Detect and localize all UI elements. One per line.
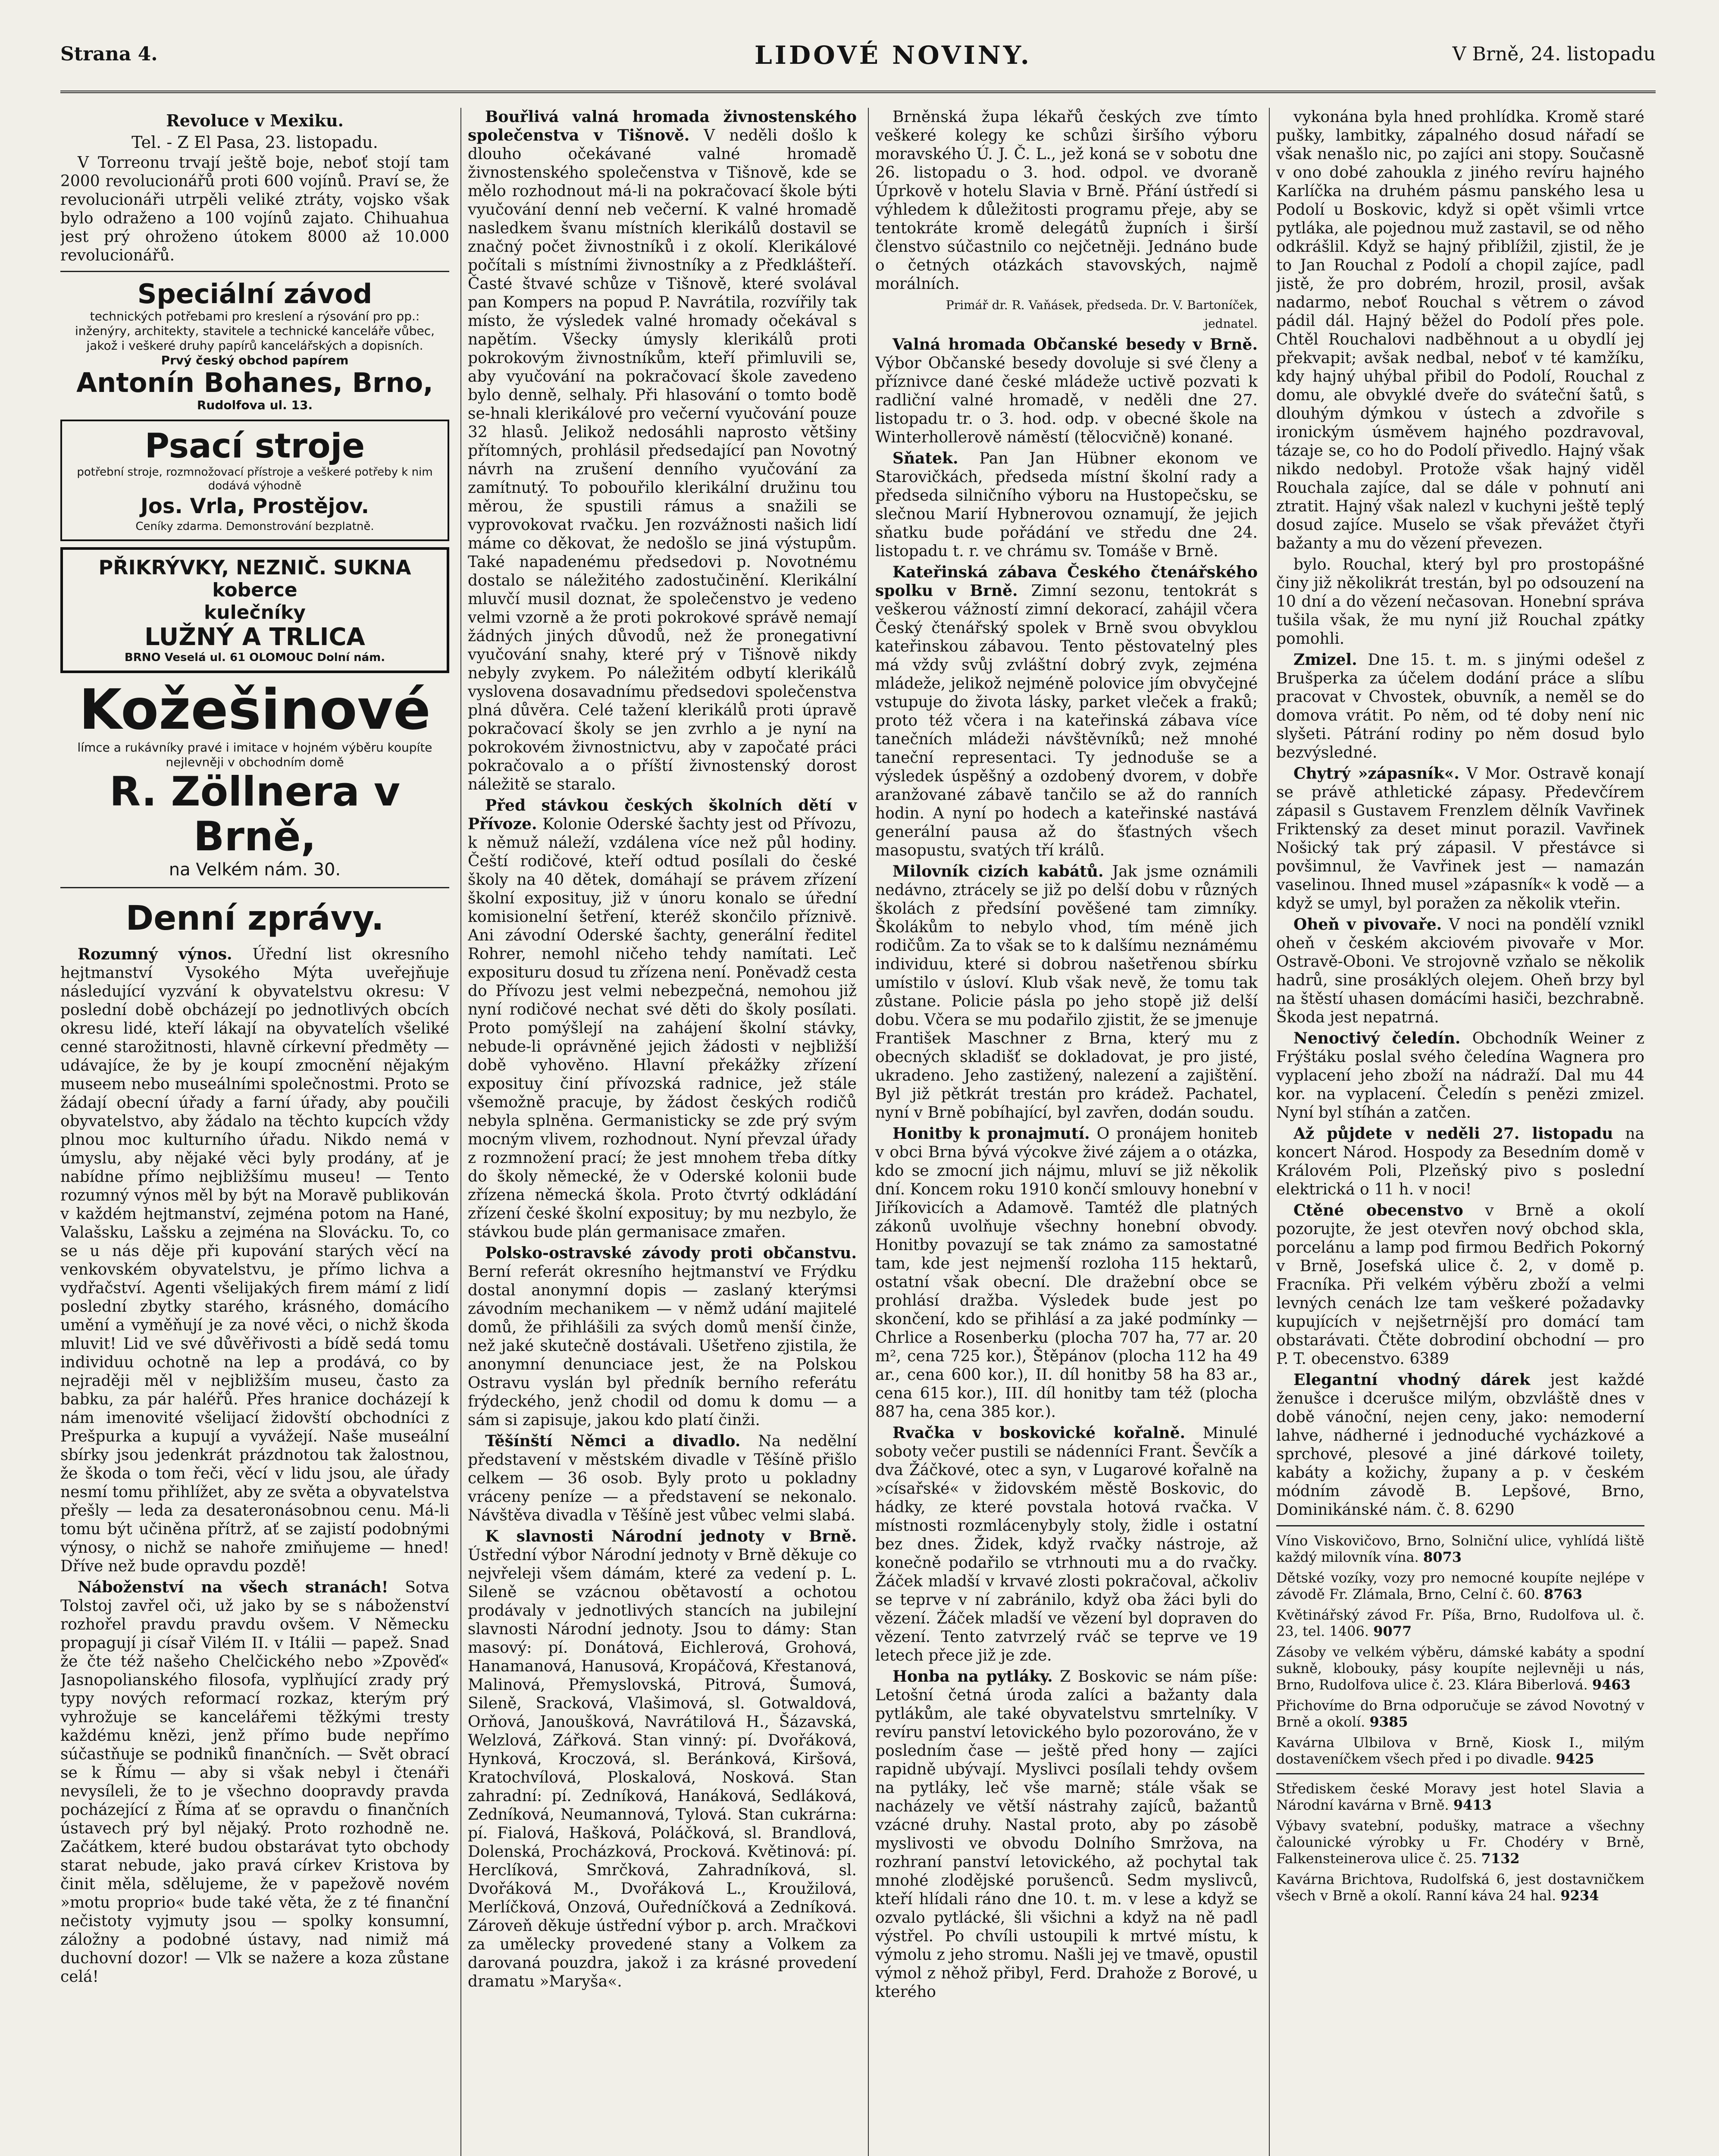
article-lead: Elegantní vhodný dárek xyxy=(1293,1371,1531,1389)
divider xyxy=(1276,1525,1644,1526)
ad-line: kulečníky xyxy=(204,602,306,624)
ad-code: 9077 xyxy=(1373,1623,1412,1639)
ad-title: Kožešinové xyxy=(79,678,431,742)
article-title: Revoluce v Mexiku. xyxy=(166,111,344,130)
article-body: V neděli došlo k dlouho očekávané valné hromadě živnostenského společenstva v Tišnově, kde se mělo rozhodnout má-li na pokračovací škole býti vyučování denní neb večerní. K valné hromadě nasledkem švanu místních klerikálů dostavil se značný počet živnostníků i z okolí. Klerikálové počítali s místními živnostníky a z Předklášteří. Časté štvavé schůze v Tišnově, které svolával pan Kompers na popud P. Navrátila, rozvířily tak místo, že výsledek valné hromady očekával s napětím. Všecky úmysly klerikálů proti pokrokovým živnostníkům, kteří přimluvili se, aby vyučování na pokračovací škole zavedeno bylo denně, selhaly. Při hlasování o tomto bodě se-hnali klerikálové pro večerní vyučování pouze 32 hlasů. Jelikož nedosáhli naprosto většiny přítomných, prohlásil předsedající pan Novotný návrh na zrušení denního vyučování za zamítnutý. To pobouřilo klerikální družinu tou měrou, že spustili rámus a snažili se vyprovokovat rvačku. Jen rozvážnosti našich lidí máme co děkovat, že nedošlo se jiná výstupům. Také napadenému předsedovi p. Novotnému dostalo se náležitého zadostučinění. Klerikální mluvčí musil doznat, že společenstvo je vedeno velmi vzorně a že proti pokrokové správě nemají žádných jiných důvodů, než že pronegativní vyučování snahy, které prý v Tišnově nikdy nebyly zvykem. Po náležitém odbytí klerikálů vyslovena dosavadnímu předsedovi společenstva plná důvěra. Celé tažení klerikálů proti úpravě pokračovací školy se jen zvrhlo a je nyní na pokrokovém živnostnictvu, aby v započaté práci pokračovalo a o příští živnostenský dorost náležitě se staralo. xyxy=(468,127,857,793)
article-lead: Zmizel. xyxy=(1293,651,1357,669)
article-body: Pan Jan Hübner ekonom ve Starovičkách, předseda místní školní rady a předseda silničního výboru na Hustopečsku, se slečnou Marií Hybnerovou oznamují, že jejich sňatku bude pořádání ve středu dne 24. listopadu t. r. ve chrámu sv. Tomáše v Brně. xyxy=(875,450,1258,560)
article-lead: Polsko-ostravské závody proti občanstvu. xyxy=(485,1244,857,1262)
article-body: Jak jsme oznámili nedávno, ztrácely se již po delší dobu v různých školách z předsíní pověšené tam zimníky. Školákům to nebylo vhod, tím méně jich rodičům. Za to však se to k dalšímu neznámému individuu, které si dobrou našetřenou sbírku umístilo v úsloví. Klub však nevě, že tomu tak zůstane. Policie pásla po jeho stopě již delší dobu. Včera se mu podařilo zjistit, že se jmenuje František Maschner z Brna, který mu z obecných skladišť se dokladovat, je pro jisté, ukradeno. Jeho zastižený, nalezení a zajištění. Byl již pětkrát trestán pro krádež. Pachatel, nyní v Brně pobíhající, byl zavřen, dodán soudu. xyxy=(875,863,1258,1122)
article-text xyxy=(1276,1029,1644,1122)
ad-title: Speciální závod xyxy=(137,278,373,310)
article-body: Berní referát okresního hejtmanství ve Frýdku dostal anonymní dopis — zaslaný kterýmsi závodním mechanikem — v němž udání majitelé domů, že přihlášili za svých domů menší činže, než jaké skutečně dostávali. Ušetřeno zjistila, že anonymní denunciace jest, že na Polskou Ostravu vyslán byl předník berního referátu frýdeckého, jenž chodil od domu k domu — a sám si zapisuje, jakou kdo platí činži. xyxy=(468,1263,857,1429)
article-text xyxy=(468,1527,857,1991)
classified-item: Víno Viskovičovo, Brno, Solniční ulice, vyhlídá liště každý milovník vína. 8073 xyxy=(1276,1532,1644,1565)
ad-address: BRNO Veselá ul. 61 OLOMOUC Dolní nám. xyxy=(124,651,385,664)
article-body: Výbor Občanské besedy dovoluje si své členy a příznivce dané české mládeže uctivě pozvati k radliční valné hromadě, v neděli dne 27. listopadu tr. o 3. hod. odp. v obecné škole na Winterhollerově náměstí (tělocvičně) konané. xyxy=(875,354,1258,446)
article-text xyxy=(875,335,1258,447)
article-body: Sotva Tolstoj zavřel oči, už jako by se s náboženství rozhořel pravdu pravdu ovšem. V Německu propagují ji císař Vilém II. v Itálii — papež. Snad že čte též našeho Chelčického nebo »Zpověď« Jasnopolianského filosofa, vyplňující zrady prý typy nových reformací rozkaz, kterým prý vyhrožuje se kancelářemi těžkými tresty každému knězi, jenž přímo bude nepřímo súčastňuje se podniků finančních. — Svět obrací se k Římu — aby si však nebyl i čtenáři nevysíleli, že to je všechno doopravdy pravda pocházející z Říma ať se opravdu o finančních ústavech prý byl nějaký. Proto rozhodně ne. Začátkem, které budou obstarávat tyto obchody starat nebude, jako pravá církev Kristova by činit měla, sdělujeme, že v papežově novém »motu proprio« bude také věta, že z té finanční nečistoty vyjmuty jsou — spolky konsumní, záložny a podobné ústavy, nad nimiž má duchovní dozor! — Vlk se nažere a koza zůstane celá! xyxy=(60,1579,449,1986)
article-lead: Sňatek. xyxy=(892,449,958,467)
ad-luzny-trlica xyxy=(60,547,449,673)
ad-text: límce a rukávníky pravé i imitace v hojném výběru koupíte nejlevněji v obchodním domě xyxy=(77,740,432,769)
classified-item: Dětské vozíky, vozy pro nemocné koupíte nejlépe v závodě Fr. Zlámala, Brno, Celní č. 60. 8763 xyxy=(1276,1570,1644,1602)
article-body: v Brně a okolí pozorujte, že jest otevřen nový obchod skla, porcelánu a lamp pod firmou Bedřich Pokorný v Brně, Josefská ulice č. 2, v domě p. Fracníka. Při velkém výběru zboží a velmi levných cenách lze tam veškeré požadavky kupujících v nejšetrnější pro domácí tam obstarávati. Čtěte dobrodiní obchodní — pro P. T. obecenstvo. xyxy=(1276,1202,1644,1368)
article-text xyxy=(468,796,857,1241)
ad-code: 8073 xyxy=(1423,1549,1462,1565)
article-text xyxy=(875,1424,1258,1665)
classified-item: Přichovíme do Brna odporučuje se závod Novotný v Brně a okolí. 9385 xyxy=(1276,1697,1644,1730)
article-lead: Oheň v pivovaře. xyxy=(1293,915,1442,934)
article-text: bylo. Rouchal, který byl pro prostopášné činy již několikrát trestán, byl po odsouzení na 10 dní a do vězení nečasovan. Honební správa tušila však, že mu nyní již Rouchal zpátky pomohli. xyxy=(1276,556,1644,648)
section-title: Denní zprávy. xyxy=(125,899,384,938)
column-1 xyxy=(60,108,461,2156)
classified-ads xyxy=(1276,1532,1644,1904)
ad-address: Rudolfova ul. 13. xyxy=(197,398,313,412)
article-body: na koncert Národ. Hospody za Besedním domě v Královém Poli, Plzeňský pivo s poslední elektrická o 11 h. v noci! xyxy=(1276,1125,1644,1198)
ad-code: 7132 xyxy=(1481,1850,1520,1867)
article-text: Brněnská župa lékařů českých zve tímto veškeré kolegy ke schůzi širšího výboru moravského Ú. J. Č. L., jež koná se v sobotu dne 26. listopadu o 3. hod. odpol. ve dvoraně Úprkově v hotelu Slavia v Brně. Přání ústředí si výhledem k důležitosti programu přeje, aby se tentokráte kromě delegátů župních i širší členstvo súčastnilo co nejčetněji. Jednáno bude o četných otázkách stavovských, najmě morálních. xyxy=(875,108,1258,293)
article-text xyxy=(875,862,1258,1122)
article-text xyxy=(875,449,1258,561)
article-lead: Až půjdete v neděli 27. listopadu xyxy=(1293,1125,1613,1143)
article-lead: Rozumný výnos. xyxy=(78,945,232,963)
article-lead: Milovník cizích kabátů. xyxy=(892,862,1104,881)
article-body: Zimní sezonu, tentokrát s veškerou vážností zimní dekorací, zahájil včera Český čtenářský spolek v Brně svou obvyklou kateřinskou zábavou. Tento pěstovatelný ples má vždy svůj zvláštní dobrý zvyk, zejména mládeže, jelikož nejméně polovice jím obvyčejné vstupuje do života lásky, parket vleček a fraků; proto též včera i na kateřinská zábava více tanečních mládeži návštěvníků; než mnohé taneční representaci. Ty jednoduše se a výsledek úspěšný a ozdobený dvorem, v dobře aranžované zábavě tančilo se až do ranních hodin. A nyní po hodech a kateřinské nastává generální pausa až do šťastných všech masopustu, svatých tří králů. xyxy=(875,582,1258,859)
classified-item: Květinářský závod Fr. Píša, Brno, Rudolfova ul. č. 23, tel. 1406. 9077 xyxy=(1276,1607,1644,1639)
divider xyxy=(60,271,449,272)
article-body: V Mor. Ostravě konají se právě athletické zápasy. Předevčírem zápasil s Gustavem Frenzlem dělník Vavřinek Friktenský za deset minut porazil. Vavřinek Nošický tak prý zápasil. V přestávce si povšimnul, že Vavřinek jest — namazán vaselinou. Ihned musel »zápasník« k vodě — a když se umyl, byl poražen za několik vteřin. xyxy=(1276,765,1644,912)
article-text xyxy=(60,945,449,1576)
article-text xyxy=(60,1578,449,1986)
ad-code: 9413 xyxy=(1453,1797,1492,1813)
ad-code: 8763 xyxy=(1544,1586,1582,1602)
article-text: V Torreonu trvají ještě boje, neboť stojí tam 2000 revolucionářů proti 600 vojínů. Praví se, že revolucionáři utrpěli veliké ztráty, vojsko však bylo odraženo a 100 vojínů zajato. Chihuahua jest prý ohroženo útokem 8000 až 10.000 revolucionářů. xyxy=(60,154,449,264)
ad-code: 9234 xyxy=(1560,1887,1599,1904)
article-dateline: Tel. - Z El Pasa, 23. listopadu. xyxy=(132,133,378,152)
article-lead: Rvačka v boskovické kořalně. xyxy=(892,1424,1186,1442)
ad-zollner xyxy=(60,680,449,880)
article-body: O pronájem honiteb v obci Brna bývá výcokve živé zájem a o otázka, kdo se zmocní jich nájmu, mluví se již několik dní. Koncem roku 1910 končí smlouvy honební v Jiříkovicích a Adamově. Tamtéž dle platných zákonů uvolňuje všechny honební obvody. Honitby povazují se tak známo za samostatné tam, kde jest nejmenší rozloha 115 hektarů, ostatní však obecní. Dle dražební obce se prohlásí dražba. Výsledek bude jest po skončení, kdo se přihlásí a za jaké podmínky — Chrlice a Rosenberku (plocha 707 ha, 77 ar. 20 m², cena 725 kor.), Štěpánov (plocha 112 ha 49 ar., cena 600 kor.), II. díl honitby 58 ha 83 ar., cena 615 kor.), III. díl honitby tam též (plocha 887 ha, cena 385 kor.). xyxy=(875,1125,1258,1421)
masthead xyxy=(60,43,1656,93)
article-text xyxy=(875,563,1258,860)
ad-code: 9425 xyxy=(1556,1751,1594,1767)
article-lead: Před stávkou českých školních dětí v Přívoze. xyxy=(468,796,857,833)
article-body: Na nedělní představení v městském divadle v Těšíně přišlo celkem — 36 osob. Byly proto u pokladny vráceny peníze — a představení se nekonalo. Návštěva divadla v Těšíně jest vůbec velmi slabá. xyxy=(468,1432,857,1524)
article-text xyxy=(1276,765,1644,913)
article-body: Ústřední výbor Národní jednoty v Brně děkuje co nejvřeleji všem dámám, které za vedení p. L. Sileně se vzácnou obětavostí a ochotou prodávaly v jednotlivých stancích na jubilejní slavnosti Národní jednoty. Jsou to dámy: Stan masový: pí. Donátová, Eichlerová, Grohová, Hanamanová, Hanusová, Kropáčová, Křestanová, Malinová, Přemyslovská, Pitrová, Šumová, Sileně, Sracková, Vlašimová, sl. Gotwaldová, Orňová, Janoušková, Navrátilová H., Šázavská, Welzlová, Zářková. Stan vinný: pí. Dvořáková, Hynková, Kroczová, sl. Beránková, Kiršová, Kratochvílová, Ploskalová, Nosková. Stan zahradní: pí. Zedníková, Hanáková, Sedláková, Zedníková, Neumannová, Tylová. Stan cukrárna: pí. Fialová, Hašková, Poláčková, sl. Brandlová, Dolenská, Procházková, Procková. Květinová: pí. Herclíková, Smrčková, Zahradníková, sl. Dvořáková M., Dvořáková L., Kroužilová, Merlíčková, Onzová, Ouředníčková a Zedníková. Zároveň děkuje ústřední výbor p. arch. Mračkovi za umělecky provedené stany a Volkem za darovaná pouzdra, jakož i za krásné provedení dramatu »Maryša«. xyxy=(468,1546,857,1990)
article-text xyxy=(1276,1125,1644,1199)
article-body: Minulé soboty večer pustili se nádenníci Frant. Ševčík a dva Žáčkové, otec a syn, v Lugarové kořalně na »císařské« v židovském městě Boskovic, do hádky, ze které povstala hotová rvačka. V místnosti rozmlácenybyly stoly, židle i ostatní bez dnes. Židek, když rvačky nástroje, až konečně podařilo se vtrhnouti mu a do rvačky. Žáček mladší v krvavé zlosti pokračoval, ačkoliv se teprve v ní zabránilo, když oba žáci byli do vězení. Žáček mladší ve vězení byl dopraven do vězení. Tento zatvrzelý rváč se teprve ve 19 letech přece již je zde. xyxy=(875,1424,1258,1664)
ad-name: LUŽNÝ A TRLICA xyxy=(144,623,365,651)
article-signature: Primář dr. R. Vaňásek, předseda. Dr. V. Bartoníček, jednatel. xyxy=(946,298,1258,331)
article-lead: Ctěné obecenstvo xyxy=(1293,1201,1463,1219)
page-number: Strana 4. xyxy=(60,43,158,65)
article-text xyxy=(875,1125,1258,1421)
article-text xyxy=(468,1244,857,1429)
article-lead: Bouřlivá valná hromada živnostenského společenstva v Tišnově. xyxy=(468,108,857,144)
article-text xyxy=(1276,1371,1644,1519)
article-body: V noci na pondělí vznikl oheň v českém akciovém pivovaře v Mor. Ostravě-Oboni. Ve strojovně vzňalo se několik hadrů, sine prosáklých olejem. Oheň brzy byl na štěstí uhasen domácími hasiči, bezchrabně. Škoda jest nepatrná. xyxy=(1276,916,1644,1026)
article-body: Z Boskovic se nám píše: Letošní četná úroda zalíci a bažanty dala pytlákům, ale také obyvatelstvu smrtelníky. V revíru panství letovického bylo pozorováno, že v posledním čase — ještě před hony — zajíci rapidně ubývají. Myslivci posílali tehdy ovšem na pytláky, leč vše marně; stále však se nacházely ve větší nástrahy zajíců, bažantů vzácné druhy. Nastal proto, aby po zásobě myslivosti ve obvodu Dolního Smržova, na rozhraní panství letovického, až pochytal tak mnohé zlodějské porušenců. Sedm myslivců, kteří hlídali ráno dne 10. t. m. v lese a když se ozvalo pytlácké, šli všichni a když na ně padl výstřel. Po chvíli ustoupili k mrtvé místu, k výmolu z jeho stromu. Našli jej ve tmavě, opustil výmol z něhož přibyl, Ferd. Drahože z Borové, u kterého xyxy=(875,1668,1258,2001)
article-lead: Nenoctivý čeledín. xyxy=(1293,1029,1461,1047)
article-lead: Honitby k pronajmutí. xyxy=(892,1125,1090,1143)
ad-text: technických potřebami pro kreslení a rýsování pro pp.: inženýry, architekty, stavitele a technické kanceláře vůbec, jakož i veškeré druhy papírů kancelářských a dopisních. xyxy=(75,309,435,353)
article-lead: Chytrý »zápasník«. xyxy=(1293,765,1459,783)
article-text xyxy=(1276,651,1644,762)
ad-code: 6290 xyxy=(1475,1501,1515,1519)
article-body: Úřední list okresního hejtmanství Vysokého Mýta uveřejňuje následující vyzvání k obyvatelstvu okresu: V poslední době obcházejí po jednotlivých obcích okresu lidé, kteří lákají na obyvatelích všeliké cenné starožitnosti, hlavně církevní předměty — udávajíce, že by je koupí zmocnění nějakým museem nebo museálními společnostmi. Proto se žádají obecní úřady a farní úřady, aby poučili obyvatelstvo, aby žádalo na těchto kupcích vždy plnou moc kulturního úřadu. Nikdo nemá v úmyslu, aby nějaké věci byly prodány, ať je nabídne přímo nejbližšímu museu! — Tento rozumný výnos měl by být na Moravě publikován v každém hejtmanství, zejména potom na Hané, Valašsku, Lašsku a zejména na Slovácku. To, co se u nás děje při kupování starých věcí na venkovském obyvatelstvu, je přímo lichva a vydřačství. Agenti všelijakých firem mámí z lidí poslední zbytky starého, krásného, domácího umění a vyměňují je za nové věci, o nichž škoda mluvit! Lid ve své důvěřivosti a bídě sedá tomu individuu ochotně na lep a prodává, co by nejraději měl v nejbližším museu, často za babku, za pár haléřů. Přes hranice docházejí k nám imenovité všelijací židovští obchodníci z Prešpurka a kupují a vyvážejí. Naše museální sbírky jsou jedenkrát prázdnotou tak žalostnou, že škoda o tom řeči, věcí v lidu jsou, ale úřady nesmí tomu přihlížet, aby ze světa a obyvatelstva přešly — leda za desateronásobnou cenu. Má-li tomu být učiněna přítrž, ať se zajistí podobnými výnosy, o nichž se nahoře zmiňujeme — hned! Dříve než bude opravdu pozdě! xyxy=(60,946,449,1575)
article-body: Dne 15. t. m. s jinými odešel z Brušperka za účelem dodání práce a slíbu pracovat v Chvostek, obuvník, a neměl se do domova vrátit. Po něm, od té doby není nic slyšeti. Pátrání rodiny po něm dosud bylo bezvýsledné. xyxy=(1276,651,1644,761)
ad-title: Psací stroje xyxy=(144,427,365,466)
article-lead: Honba na pytláky. xyxy=(892,1667,1053,1686)
article-text xyxy=(1276,1201,1644,1368)
article-text xyxy=(468,1432,857,1525)
article-text xyxy=(468,108,857,794)
ad-code: 9385 xyxy=(1369,1714,1408,1730)
classified-item: Kavárna Ulbilova v Brně, Kiosk I., milým dostaveníčkem všech před i po divadle. 9425 xyxy=(1276,1734,1644,1767)
classified-item: Výbavy svatební, podušky, matrace a všechny čalounické výrobky u Fr. Chodéry v Brně, Falkensteinerova ulice č. 25. 7132 xyxy=(1276,1818,1644,1867)
ad-subtitle: Prvý český obchod papírem xyxy=(161,353,349,367)
ad-name: Jos. Vrla, Prostějov. xyxy=(141,494,369,518)
ad-text: potřební stroje, rozmnožovací přístroje a veškeré potřeby k nim dodává výhodně xyxy=(77,466,433,492)
dateline: V Brně, 24. listopadu xyxy=(1452,43,1656,65)
article-lead: Kateřinská zábava Českého čtenářského spolku v Brně. xyxy=(875,563,1258,600)
article-lead: Náboženství na všech stranách! xyxy=(78,1578,388,1596)
article-lead: Těšínští Němci a divadlo. xyxy=(485,1432,741,1450)
ad-name: Antonín Bohanes, Brno, xyxy=(76,367,433,398)
article-text xyxy=(875,1667,1258,2001)
article-lead: K slavnosti Národní jednoty v Brně. xyxy=(485,1527,857,1545)
article-body: Kolonie Oderské šachty jest od Přívozu, k němuž náleží, vzdálena více než půl hodiny. Čeští rodičové, kteří odtud posílali do české školy na 40 dětek, domáhají se právem zřízení školní exposituy, již v únoru konalo se úřední komisionelní šetření, kteréž skončilo příznivě. Ani závodní Oderské šachty, generální ředitel Rohrer, nemohl ničeho tehdy namítati. Leč exposituru dosud tu zřízena není. Poněvadž cesta do Přívozu jest velmi nebezpečná, nemohou již nyní rodičové nechat své děti do školy posílati. Proto pomýšlejí na zahájení školní stávky, nebude-li oprávněné jejich žádosti v nejbližší době vyhověno. Hlavní překážky zřízení exposituy činí přívozská radnice, jež stále všemožně pracuje, by žádost českých rodičů nebyla splněna. Germanisticky se zde prý svým mocným vlivem, rozhodnout. Nyní převzal úřady z rozmnožení prací; že jest mnohem třeba dítky do školy německé, že v Oderské kolonii bude zřízena německá škola. Proto čtvrtý odkládání zřízení české školní exposituy; by mu nezbylo, že stávkou bude plán germanisace zmařen. xyxy=(468,815,857,1241)
classified-item: Střediskem české Moravy jest hotel Slavia a Národní kavárna v Brně. 9413 xyxy=(1276,1780,1644,1813)
article-body: Obchodník Weiner z Frýštáku poslal svého čeledína Wagnera pro vyplacení jeho zboží na nádraží. Dal mu 44 kor. na vyplacení. Čeledín s penězi zmizel. Nyní byl stíhán a zatčen. xyxy=(1276,1030,1644,1122)
ad-name: R. Zöllnera v Brně, xyxy=(109,768,401,860)
classified-item: Zásoby ve velkém výběru, dámské kabáty a spodní sukně, klobouky, pásy koupíte nejlevněji u nás, Brno, Rudolfova ulice č. 23. Klára Biberlová. 9463 xyxy=(1276,1644,1644,1693)
ad-code: 6389 xyxy=(1409,1350,1449,1368)
divider xyxy=(1276,1773,1644,1774)
ad-code: 9463 xyxy=(1592,1677,1631,1693)
column-4 xyxy=(1276,108,1656,2156)
article-lead: Valná hromada Občanské besedy v Brně. xyxy=(892,335,1258,354)
classified-item: Kavárna Brichtova, Rudolfská 6, jest dostavničkem všech v Brně a okolí. Ranní káva 24 hal. 9234 xyxy=(1276,1871,1644,1904)
ad-bohanes xyxy=(60,279,449,413)
article-text xyxy=(1276,915,1644,1027)
article-text: vykonána byla hned prohlídka. Kromě staré pušky, lambitky, zápalného dosud nářadí se však nenašlo nic, po zajíci ani stopy. Současně v ono dobé zahoukla z jiného revíru hajného Karlíčka na druhém pásmu panského lesa u Podolí u Boskovic, když si opět všimli vrtce pytláka, ale pojednou muž zastavil, se od něho odkrášlil. Když se hajný přiblížil, zjistil, že je to Jan Rouchal z Podolí a chopil zajíce, padl jistě, že pro dobrém, hrozil, prosil, avšak nadarmo, neboť Rouchal s větrem o závod pádil dál. Hajný běžel do Podolí přes pole. Chtěl Rouchalovi nadběhnout a u obydlí jej překvapit; avšak nedbal, neboť v té kamžíku, kdy hajný uhýbal přibil do Podolí, Rouchal z domu, ale obvyklé dveře do sváteční šatů, s dlouhým dýmkou v ústech a zdvořile s ironickým úsměvem hajného pozdravoval, tázaje se, co ho do Podolí přivedlo. Hajný však nikdo nedobyl. Protože však hajný viděl Rouchala zajíce, dal se dále v pohnutí ani ztratit. Hajný však nalezl v kuchyni ještě teplý dosud zajíce. Muselo se však převážet čtyři bažanty a mu do vězení převezen. xyxy=(1276,108,1644,552)
newspaper-title: LIDOVÉ NOVINY. xyxy=(755,41,1032,70)
ad-note: Ceníky zdarma. Demonstrování bezplatně. xyxy=(135,520,374,533)
divider xyxy=(60,887,449,888)
column-3 xyxy=(875,108,1270,2156)
ad-line: PŘIKRÝVKY, NEZNIČ. SUKNA xyxy=(98,556,411,579)
column-2 xyxy=(468,108,869,2156)
ad-line: koberce xyxy=(212,579,297,601)
article-body: jest každé ženušce i dcerušce milým, obzvláště dnes v době vánoční, nejen ceny, jako: nemoderní lahve, nádherné i jednoduché vycházkové a sprchové, plesové a jiné dárkové toilety, kabáty a kožichy, župany a p. v českém módním závodě B. Lepšové, Brno, Dominikánské nám. č. 8. xyxy=(1276,1371,1645,1519)
ad-address: na Velkém nám. 30. xyxy=(169,860,341,880)
ad-typewriters xyxy=(60,420,449,541)
